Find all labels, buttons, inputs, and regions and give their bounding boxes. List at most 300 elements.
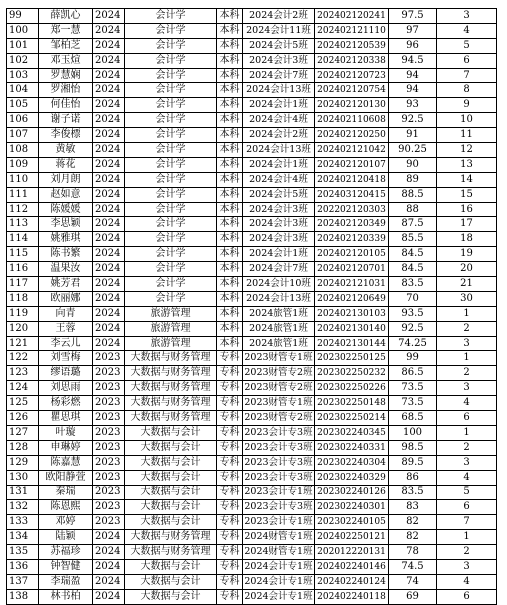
rank-cell: 11 (437, 128, 497, 143)
score-cell: 73.5 (389, 396, 437, 411)
enroll-year-cell: 2024 (93, 38, 125, 53)
row-index-cell: 102 (7, 53, 39, 68)
row-index-cell: 103 (7, 68, 39, 83)
table-row (7, 9, 497, 24)
table-row (7, 113, 497, 128)
enroll-year-cell: 2024 (93, 217, 125, 232)
enroll-year-cell: 2023 (93, 470, 125, 485)
class-name-cell: 2024旅管1班 (243, 306, 315, 321)
class-name-cell: 2023会计专3班 (243, 500, 315, 515)
score-cell: 78 (389, 545, 437, 560)
class-name-cell: 2024会计2班 (243, 9, 315, 24)
student-id-cell: 202302240345 (315, 425, 389, 440)
row-index-cell: 110 (7, 172, 39, 187)
major-cell: 大数据与财务管理 (125, 411, 217, 426)
row-index-cell: 122 (7, 351, 39, 366)
class-name-cell: 2023会计专3班 (243, 425, 315, 440)
class-name-cell: 2024会计5班 (243, 38, 315, 53)
enroll-year-cell: 2024 (93, 545, 125, 560)
score-cell: 82 (389, 530, 437, 545)
rank-cell: 17 (437, 217, 497, 232)
table-row (7, 38, 497, 53)
class-name-cell: 2024会计4班 (243, 113, 315, 128)
class-name-cell: 2024会计3班 (243, 53, 315, 68)
rank-cell: 4 (437, 396, 497, 411)
student-name-cell: 李云儿 (39, 336, 93, 351)
degree-level-cell: 本科 (217, 232, 243, 247)
score-cell: 87.5 (389, 217, 437, 232)
degree-level-cell: 专科 (217, 530, 243, 545)
table-row (7, 485, 497, 500)
class-name-cell: 2024会计2班 (243, 128, 315, 143)
degree-level-cell: 专科 (217, 500, 243, 515)
major-cell: 会计学 (125, 172, 217, 187)
rank-cell: 16 (437, 202, 497, 217)
degree-level-cell: 本科 (217, 157, 243, 172)
class-name-cell: 2024会计专1班 (243, 559, 315, 574)
table-row (7, 411, 497, 426)
degree-level-cell: 本科 (217, 217, 243, 232)
rank-cell: 6 (437, 589, 497, 604)
class-name-cell: 2024会计3班 (243, 217, 315, 232)
student-id-cell: 202403120415 (315, 187, 389, 202)
table-row (7, 262, 497, 277)
class-name-cell: 2023财管专1班 (243, 351, 315, 366)
student-name-cell: 刘月朗 (39, 172, 93, 187)
class-name-cell: 2024会计专1班 (243, 574, 315, 589)
table-row (7, 187, 497, 202)
student-id-cell: 202302240105 (315, 515, 389, 530)
degree-level-cell: 本科 (217, 143, 243, 158)
table-row (7, 321, 497, 336)
row-index-cell: 111 (7, 187, 39, 202)
enroll-year-cell: 2023 (93, 411, 125, 426)
class-name-cell: 2024财管专1班 (243, 545, 315, 560)
enroll-year-cell: 2024 (93, 157, 125, 172)
class-name-cell: 2024会计13班 (243, 291, 315, 306)
rank-cell: 7 (437, 68, 497, 83)
degree-level-cell: 本科 (217, 83, 243, 98)
student-id-cell: 202402120649 (315, 291, 389, 306)
table-row (7, 247, 497, 262)
major-cell: 会计学 (125, 128, 217, 143)
degree-level-cell: 专科 (217, 351, 243, 366)
student-name-cell: 李思颖 (39, 217, 93, 232)
row-index-cell: 138 (7, 589, 39, 604)
student-name-cell: 王蓉 (39, 321, 93, 336)
table-row (7, 574, 497, 589)
table-row (7, 470, 497, 485)
class-name-cell: 2024会计10班 (243, 277, 315, 292)
row-index-cell: 126 (7, 411, 39, 426)
class-name-cell: 2024会计7班 (243, 262, 315, 277)
degree-level-cell: 专科 (217, 545, 243, 560)
table-row (7, 83, 497, 98)
enroll-year-cell: 2023 (93, 515, 125, 530)
rank-cell: 15 (437, 187, 497, 202)
student-id-cell: 202402130140 (315, 321, 389, 336)
row-index-cell: 125 (7, 396, 39, 411)
class-name-cell: 2024旅管1班 (243, 336, 315, 351)
degree-level-cell: 本科 (217, 23, 243, 38)
table-row (7, 23, 497, 38)
student-id-cell: 202402121031 (315, 277, 389, 292)
student-name-cell: 陈嘉慧 (39, 455, 93, 470)
student-id-cell: 202402120107 (315, 157, 389, 172)
student-name-cell: 陈媛媛 (39, 202, 93, 217)
table-row (7, 306, 497, 321)
rank-cell: 6 (437, 411, 497, 426)
row-index-cell: 128 (7, 440, 39, 455)
row-index-cell: 130 (7, 470, 39, 485)
table-row (7, 545, 497, 560)
degree-level-cell: 本科 (217, 291, 243, 306)
rank-cell: 3 (437, 455, 497, 470)
student-name-cell: 何佳怡 (39, 98, 93, 113)
class-name-cell: 2024会计7班 (243, 68, 315, 83)
degree-level-cell: 本科 (217, 53, 243, 68)
class-name-cell: 2023财管专2班 (243, 366, 315, 381)
rank-cell: 8 (437, 83, 497, 98)
student-id-cell: 202302250125 (315, 351, 389, 366)
rank-cell: 3 (437, 9, 497, 24)
table-row (7, 515, 497, 530)
student-id-cell: 202402250121 (315, 530, 389, 545)
student-id-cell: 202302240301 (315, 500, 389, 515)
enroll-year-cell: 2023 (93, 396, 125, 411)
degree-level-cell: 本科 (217, 68, 243, 83)
student-name-cell: 苏福珍 (39, 545, 93, 560)
score-cell: 94.5 (389, 53, 437, 68)
score-cell: 88.5 (389, 187, 437, 202)
row-index-cell: 119 (7, 306, 39, 321)
class-name-cell: 2024会计3班 (243, 232, 315, 247)
student-id-cell: 202302240304 (315, 455, 389, 470)
table-row (7, 291, 497, 306)
student-name-cell: 赵如意 (39, 187, 93, 202)
major-cell: 会计学 (125, 217, 217, 232)
enroll-year-cell: 2024 (93, 143, 125, 158)
enroll-year-cell: 2024 (93, 291, 125, 306)
rank-cell: 3 (437, 559, 497, 574)
major-cell: 大数据与财务管理 (125, 381, 217, 396)
enroll-year-cell: 2024 (93, 321, 125, 336)
student-name-cell: 姚芳君 (39, 277, 93, 292)
score-cell: 98.5 (389, 440, 437, 455)
enroll-year-cell: 2024 (93, 9, 125, 24)
student-name-cell: 瞿思琪 (39, 411, 93, 426)
rank-cell: 10 (437, 113, 497, 128)
score-cell: 92.5 (389, 113, 437, 128)
table-row (7, 351, 497, 366)
degree-level-cell: 本科 (217, 187, 243, 202)
major-cell: 会计学 (125, 247, 217, 262)
row-index-cell: 123 (7, 366, 39, 381)
student-name-cell: 罗湘怡 (39, 83, 93, 98)
score-cell: 85.5 (389, 232, 437, 247)
rank-cell: 9 (437, 98, 497, 113)
student-id-cell: 202302250214 (315, 411, 389, 426)
score-cell: 82 (389, 515, 437, 530)
student-name-cell: 林书柏 (39, 589, 93, 604)
major-cell: 会计学 (125, 291, 217, 306)
score-cell: 84.5 (389, 262, 437, 277)
major-cell: 大数据与会计 (125, 559, 217, 574)
score-cell: 93.5 (389, 306, 437, 321)
table-row (7, 381, 497, 396)
enroll-year-cell: 2024 (93, 53, 125, 68)
student-name-cell: 薛凯心 (39, 9, 93, 24)
degree-level-cell: 专科 (217, 366, 243, 381)
table-row (7, 425, 497, 440)
enroll-year-cell: 2024 (93, 68, 125, 83)
student-id-cell: 202302250232 (315, 366, 389, 381)
degree-level-cell: 本科 (217, 336, 243, 351)
row-index-cell: 116 (7, 262, 39, 277)
student-id-cell: 202402240124 (315, 574, 389, 589)
student-id-cell: 202402121042 (315, 143, 389, 158)
score-cell: 96 (389, 38, 437, 53)
class-name-cell: 2024旅管1班 (243, 321, 315, 336)
class-name-cell: 2023财管专2班 (243, 381, 315, 396)
student-name-cell: 陈恩熙 (39, 500, 93, 515)
table-row (7, 589, 497, 604)
student-id-cell: 202402120723 (315, 68, 389, 83)
student-id-cell: 202402120418 (315, 172, 389, 187)
row-index-cell: 131 (7, 485, 39, 500)
rank-cell: 2 (437, 366, 497, 381)
rank-cell: 1 (437, 351, 497, 366)
degree-level-cell: 专科 (217, 589, 243, 604)
major-cell: 会计学 (125, 262, 217, 277)
score-cell: 69 (389, 589, 437, 604)
student-name-cell: 邓婷 (39, 515, 93, 530)
score-cell: 92.5 (389, 321, 437, 336)
student-name-cell: 向青 (39, 306, 93, 321)
student-name-cell: 陆颖 (39, 530, 93, 545)
degree-level-cell: 专科 (217, 515, 243, 530)
enroll-year-cell: 2024 (93, 113, 125, 128)
rank-cell: 4 (437, 574, 497, 589)
student-name-cell: 李俊標 (39, 128, 93, 143)
student-name-cell: 温果汝 (39, 262, 93, 277)
class-name-cell: 2024会计1班 (243, 247, 315, 262)
enroll-year-cell: 2024 (93, 530, 125, 545)
degree-level-cell: 本科 (217, 277, 243, 292)
row-index-cell: 113 (7, 217, 39, 232)
class-name-cell: 2024会计13班 (243, 83, 315, 98)
score-table (6, 8, 497, 605)
student-id-cell: 202402120701 (315, 262, 389, 277)
enroll-year-cell: 2024 (93, 98, 125, 113)
row-index-cell: 114 (7, 232, 39, 247)
score-cell: 74.25 (389, 336, 437, 351)
table-row (7, 143, 497, 158)
class-name-cell: 2024财管专1班 (243, 530, 315, 545)
major-cell: 会计学 (125, 98, 217, 113)
degree-level-cell: 本科 (217, 113, 243, 128)
rank-cell: 4 (437, 470, 497, 485)
major-cell: 大数据与会计 (125, 455, 217, 470)
degree-level-cell: 专科 (217, 470, 243, 485)
rank-cell: 14 (437, 172, 497, 187)
score-cell: 90.25 (389, 143, 437, 158)
table-row (7, 68, 497, 83)
degree-level-cell: 专科 (217, 381, 243, 396)
class-name-cell: 2024会计13班 (243, 143, 315, 158)
table-row (7, 396, 497, 411)
table-row (7, 172, 497, 187)
degree-level-cell: 本科 (217, 202, 243, 217)
major-cell: 会计学 (125, 113, 217, 128)
degree-level-cell: 本科 (217, 9, 243, 24)
student-id-cell: 202402120754 (315, 83, 389, 98)
student-id-cell: 202402120539 (315, 38, 389, 53)
major-cell: 大数据与会计 (125, 589, 217, 604)
score-cell: 74.5 (389, 559, 437, 574)
class-name-cell: 2024会计3班 (243, 202, 315, 217)
row-index-cell: 117 (7, 277, 39, 292)
rank-cell: 2 (437, 440, 497, 455)
degree-level-cell: 专科 (217, 574, 243, 589)
table-row (7, 440, 497, 455)
enroll-year-cell: 2023 (93, 500, 125, 515)
enroll-year-cell: 2024 (93, 202, 125, 217)
rank-cell: 12 (437, 143, 497, 158)
enroll-year-cell: 2023 (93, 381, 125, 396)
degree-level-cell: 本科 (217, 306, 243, 321)
student-id-cell: 202402130144 (315, 336, 389, 351)
score-cell: 88 (389, 202, 437, 217)
score-cell: 91 (389, 128, 437, 143)
row-index-cell: 132 (7, 500, 39, 515)
student-id-cell: 202402120130 (315, 98, 389, 113)
score-cell: 97 (389, 23, 437, 38)
student-id-cell: 202402240146 (315, 559, 389, 574)
row-index-cell: 124 (7, 381, 39, 396)
student-name-cell: 郑一慧 (39, 23, 93, 38)
student-id-cell: 202402120339 (315, 232, 389, 247)
score-cell: 89 (389, 172, 437, 187)
score-cell: 83.5 (389, 485, 437, 500)
student-name-cell: 申琳婷 (39, 440, 93, 455)
student-name-cell: 叶璇 (39, 425, 93, 440)
row-index-cell: 115 (7, 247, 39, 262)
student-name-cell: 罗慧娴 (39, 68, 93, 83)
major-cell: 大数据与会计 (125, 574, 217, 589)
table-row (7, 157, 497, 172)
enroll-year-cell: 2024 (93, 172, 125, 187)
enroll-year-cell: 2023 (93, 455, 125, 470)
score-cell: 94 (389, 83, 437, 98)
enroll-year-cell: 2023 (93, 425, 125, 440)
rank-cell: 1 (437, 530, 497, 545)
table-row (7, 232, 497, 247)
row-index-cell: 134 (7, 530, 39, 545)
table-row (7, 455, 497, 470)
major-cell: 大数据与会计 (125, 440, 217, 455)
rank-cell: 2 (437, 321, 497, 336)
score-cell: 70 (389, 291, 437, 306)
class-name-cell: 2023财管专1班 (243, 396, 315, 411)
row-index-cell: 104 (7, 83, 39, 98)
student-name-cell: 欧丽娜 (39, 291, 93, 306)
rank-cell: 18 (437, 232, 497, 247)
table-row (7, 217, 497, 232)
score-cell: 73.5 (389, 381, 437, 396)
class-name-cell: 2024会计1班 (243, 98, 315, 113)
degree-level-cell: 本科 (217, 98, 243, 113)
student-name-cell: 蒋花 (39, 157, 93, 172)
major-cell: 大数据与财务管理 (125, 396, 217, 411)
table-row (7, 277, 497, 292)
major-cell: 大数据与会计 (125, 500, 217, 515)
class-name-cell: 2023财管专2班 (243, 411, 315, 426)
class-name-cell: 2024会计5班 (243, 187, 315, 202)
enroll-year-cell: 2024 (93, 83, 125, 98)
student-id-cell: 202302240126 (315, 485, 389, 500)
degree-level-cell: 本科 (217, 321, 243, 336)
score-cell: 68.5 (389, 411, 437, 426)
major-cell: 会计学 (125, 157, 217, 172)
score-cell: 84.5 (389, 247, 437, 262)
row-index-cell: 129 (7, 455, 39, 470)
student-name-cell: 缪语璐 (39, 366, 93, 381)
major-cell: 会计学 (125, 202, 217, 217)
enroll-year-cell: 2024 (93, 187, 125, 202)
major-cell: 大数据与会计 (125, 470, 217, 485)
student-name-cell: 刘思雨 (39, 381, 93, 396)
row-index-cell: 108 (7, 143, 39, 158)
major-cell: 大数据与会计 (125, 515, 217, 530)
enroll-year-cell: 2024 (93, 247, 125, 262)
degree-level-cell: 本科 (217, 128, 243, 143)
score-cell: 100 (389, 425, 437, 440)
degree-level-cell: 本科 (217, 247, 243, 262)
major-cell: 旅游管理 (125, 321, 217, 336)
row-index-cell: 127 (7, 425, 39, 440)
major-cell: 会计学 (125, 68, 217, 83)
degree-level-cell: 专科 (217, 425, 243, 440)
score-cell: 93 (389, 98, 437, 113)
class-name-cell: 2023会计专1班 (243, 485, 315, 500)
degree-level-cell: 专科 (217, 440, 243, 455)
student-id-cell: 202402120338 (315, 53, 389, 68)
degree-level-cell: 本科 (217, 262, 243, 277)
student-name-cell: 邹柏芝 (39, 38, 93, 53)
degree-level-cell: 专科 (217, 455, 243, 470)
major-cell: 会计学 (125, 143, 217, 158)
major-cell: 大数据与财务管理 (125, 530, 217, 545)
row-index-cell: 105 (7, 98, 39, 113)
student-id-cell: 202402120241 (315, 9, 389, 24)
enroll-year-cell: 2024 (93, 306, 125, 321)
class-name-cell: 2023会计专3班 (243, 470, 315, 485)
degree-level-cell: 专科 (217, 485, 243, 500)
rank-cell: 7 (437, 515, 497, 530)
major-cell: 大数据与财务管理 (125, 545, 217, 560)
student-id-cell: 202402121110 (315, 23, 389, 38)
table-row (7, 559, 497, 574)
student-id-cell: 202202120303 (315, 202, 389, 217)
enroll-year-cell: 2023 (93, 440, 125, 455)
row-index-cell: 100 (7, 23, 39, 38)
score-cell: 83 (389, 500, 437, 515)
row-index-cell: 118 (7, 291, 39, 306)
row-index-cell: 109 (7, 157, 39, 172)
student-id-cell: 202302240329 (315, 470, 389, 485)
student-name-cell: 钟智健 (39, 559, 93, 574)
